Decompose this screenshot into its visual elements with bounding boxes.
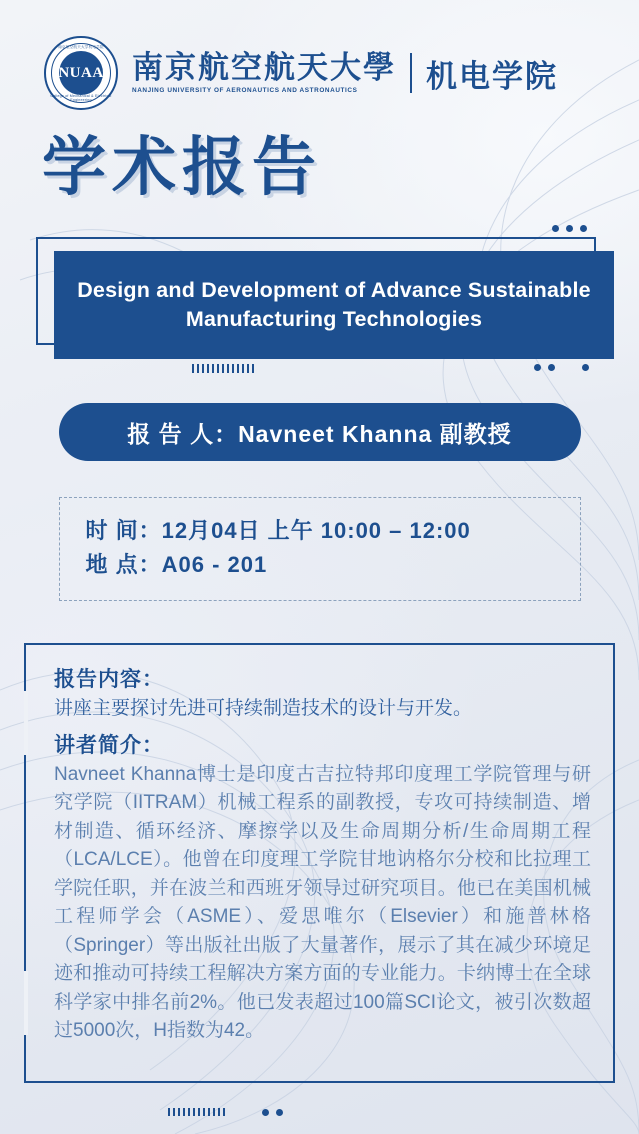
event-info-box bbox=[59, 497, 581, 601]
speaker-badge: 报 告 人：Navneet Khanna 副教授 bbox=[59, 403, 581, 461]
decorative-dots-bottom-right bbox=[582, 364, 589, 371]
content-heading: 报告内容： bbox=[54, 668, 164, 692]
decorative-hatch-bottom bbox=[192, 364, 256, 373]
logo-monogram: NUAA bbox=[58, 64, 104, 81]
content-body: 讲座主要探讨先进可持续制造技术的设计与开发。 bbox=[54, 698, 473, 720]
topic-section bbox=[24, 237, 615, 357]
page-title: 学术报告 bbox=[42, 132, 322, 203]
event-time: 时 间：12月04日 上午 10:00 – 12:00 bbox=[85, 518, 471, 544]
poster-header bbox=[0, 0, 639, 110]
event-place: 地 点：A06 - 201 bbox=[85, 552, 268, 578]
bio-body: Navneet Khanna博士是印度古吉拉特邦印度理工学院管理与研究学院（IITRAM）机械工程系的副教授，专攻可持续制造、增材制造、循环经济、摩擦学以及生命周期分析/生命周期工程（LCA/LCE）。他曾在印度理工学院甘地讷格尔分校和比拉理工学院任职，并在波兰和西班牙领导过研究项目。他已在美国机械工程师学会（ASME）、爱思唯尔（Elsevier）和施普林格（Springer）等出版社出版了大量著作，展示了其在减少环境足迹和推动可持续工程解决方案方面的专业能力。卡纳博士在全球科学家中排名前2%。他已发表超过100篇SCI论文，被引次数超过5000次，H指数为42。 bbox=[54, 763, 591, 1042]
decorative-dots-bottom-mid bbox=[534, 364, 555, 371]
topic-banner bbox=[54, 251, 614, 359]
topic-title: Design and Development of Advance Sustainable Manufacturing Technologies bbox=[77, 278, 591, 332]
decorative-dots-top-right bbox=[552, 225, 587, 232]
footer-decoration bbox=[0, 1100, 639, 1120]
college-name-cn: 机电学院 bbox=[426, 58, 558, 94]
university-name-en: NANJING UNIVERSITY OF AERONAUTICS AND ASTRONAUTICS bbox=[132, 87, 358, 95]
bio-heading: 讲者简介： bbox=[54, 733, 164, 757]
university-name-cn: 南京航空航天大學 bbox=[132, 49, 396, 85]
decorative-dots-footer bbox=[262, 1109, 283, 1116]
university-logo-icon bbox=[44, 36, 118, 110]
logo-arc-bottom-text: College of Mechanical & Electrical Engineering bbox=[50, 94, 112, 102]
decorative-hatch-footer bbox=[168, 1108, 228, 1116]
logo-arc-top-text: 南京航空航天大学机电学院 bbox=[58, 45, 104, 49]
detail-panel bbox=[24, 643, 615, 1083]
header-divider bbox=[410, 53, 412, 93]
